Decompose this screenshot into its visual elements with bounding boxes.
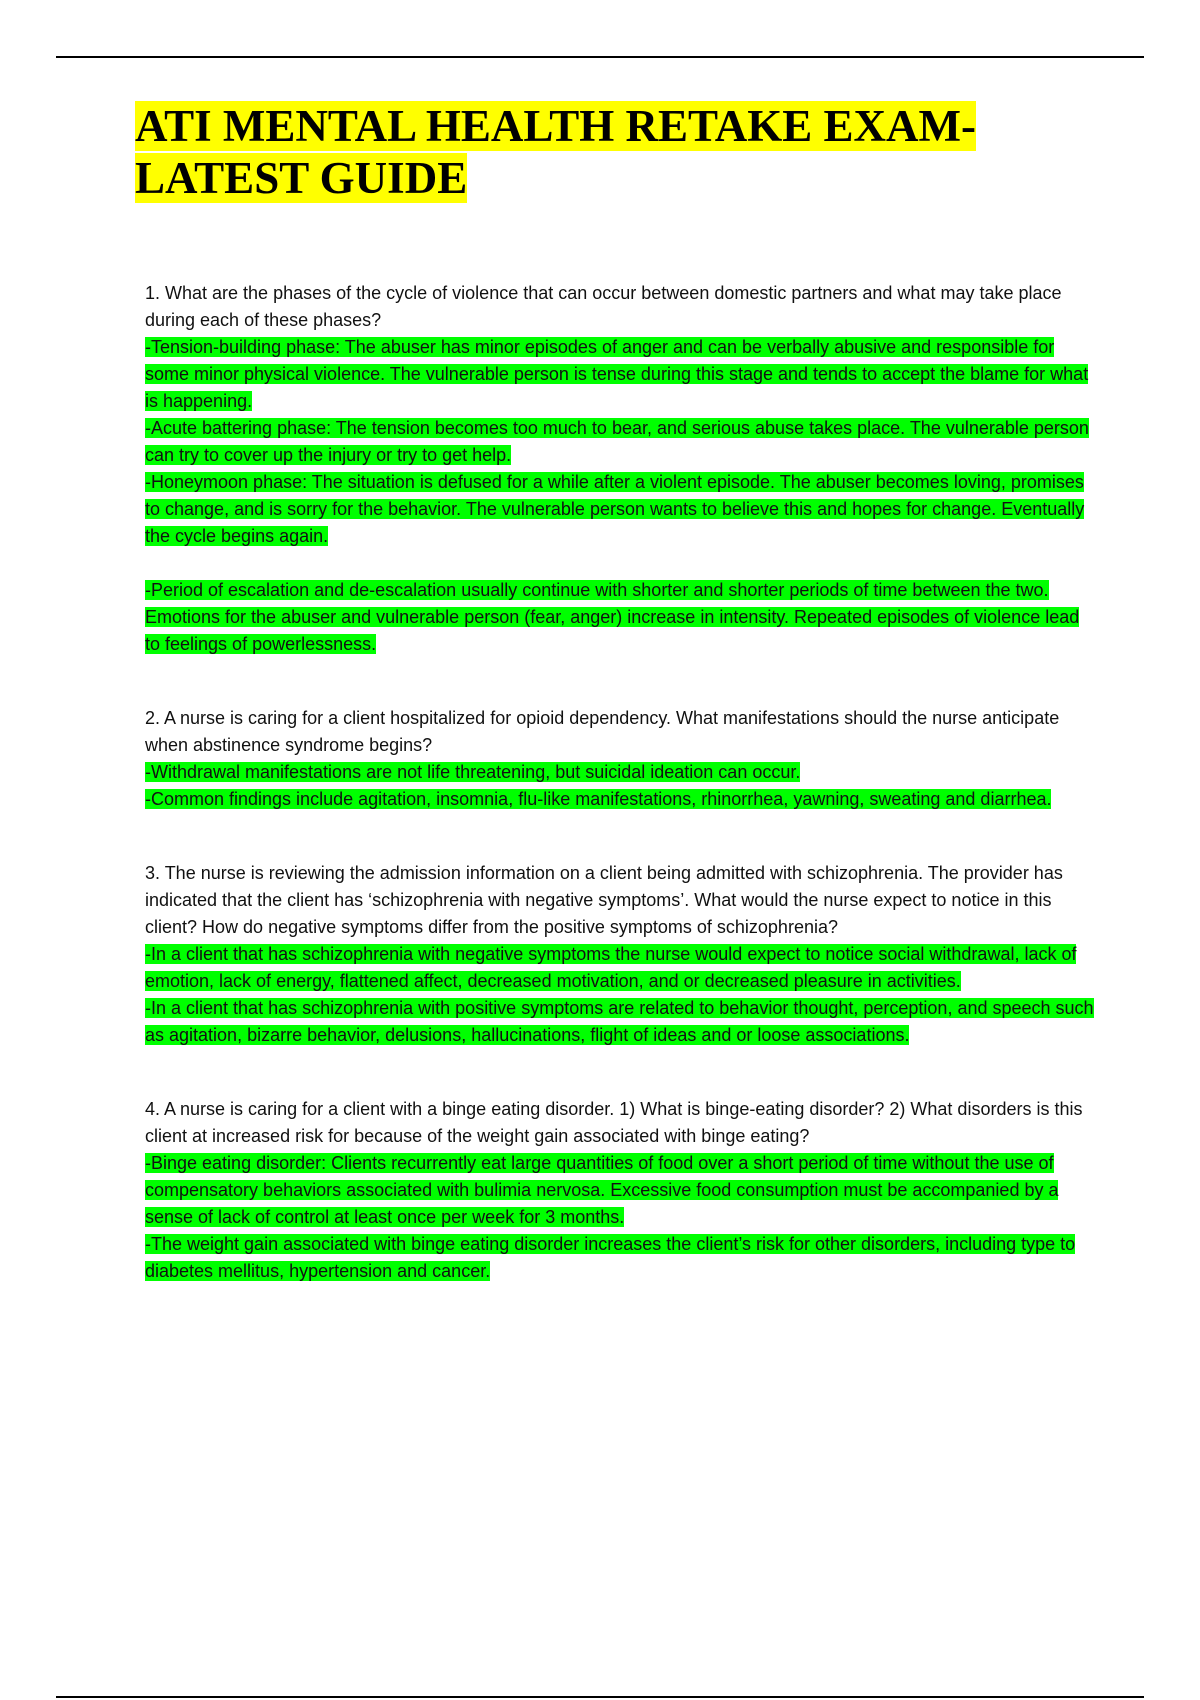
question-text: 1. What are the phases of the cycle of violence that can occur between domestic partners and what may take place during each of these phases? [145,283,1062,330]
spacer [145,1049,1095,1096]
answer-block [145,1150,1095,1285]
answer-item-extra: -Period of escalation and de-escalation usually continue with shorter and shorter periods of time between the two. Emotions for the abuser and vulnerable person (fear, anger) increase in intensity. Repeated episodes of violence lead to feelings of powerlessness. [145,580,1080,654]
question-text: 2. A nurse is caring for a client hospitalized for opioid dependency. What manifestations should the nurse anticipate when abstinence syndrome begins? [145,708,1060,755]
question-block-4 [145,1096,1095,1285]
answer-item: -Honeymoon phase: The situation is defused for a while after a violent episode. The abuser becomes loving, promises to change, and is sorry for the behavior. The vulnerable person wants to believe this and hopes for change. Eventually the cycle begins again. [145,472,1085,546]
answer-item: -In a client that has schizophrenia with positive symptoms are related to behavior thought, perception, and speech such as agitation, bizarre behavior, delusions, hallucinations, flight of ideas and or loose associations. [145,998,1094,1045]
question-block-1 [145,280,1095,658]
answer-item: -Tension-building phase: The abuser has minor episodes of anger and can be verbally abusive and responsible for some minor physical violence. The vulnerable person is tense during this stage and tends to accept the blame for what is happening. [145,337,1089,411]
answer-block [145,941,1095,1049]
answer-item: -Withdrawal manifestations are not life threatening, but suicidal ideation can occur. [145,762,801,782]
question-block-3 [145,860,1095,1049]
answer-item: -Acute battering phase: The tension becomes too much to bear, and serious abuse takes place. The vulnerable person can try to cover up the injury or try to get help. [145,418,1089,465]
spacer [145,658,1095,705]
answer-item: -Common findings include agitation, insomnia, flu-like manifestations, rhinorrhea, yawning, sweating and diarrhea. [145,789,1052,809]
answer-block [145,334,1095,550]
document-body [145,280,1095,1285]
top-rule [56,56,1144,58]
document-title: ATI MENTAL HEALTH RETAKE EXAM-LATEST GUIDE [135,101,976,203]
answer-item: -The weight gain associated with binge eating disorder increases the client’s risk for other disorders, including type to diabetes mellitus, hypertension and cancer. [145,1234,1076,1281]
answer-item: -In a client that has schizophrenia with negative symptoms the nurse would expect to notice social withdrawal, lack of emotion, lack of energy, flattened affect, decreased motivation, and or decreased pleasure in activities. [145,944,1077,991]
question-text: 3. The nurse is reviewing the admission information on a client being admitted with schizophrenia. The provider has indicated that the client has ‘schizophrenia with negative symptoms’. What would the nurse expect to notice in this client? How do negative symptoms differ from the positive symptoms of schizophrenia? [145,863,1063,937]
spacer [145,813,1095,860]
question-text: 4. A nurse is caring for a client with a binge eating disorder. 1) What is binge-eating disorder? 2) What disorders is this client at increased risk for because of the weight gain associated with binge eating? [145,1099,1083,1146]
answer-block [145,759,1095,813]
bottom-rule [56,1696,1144,1698]
question-block-2 [145,705,1095,813]
answer-item: -Binge eating disorder: Clients recurrently eat large quantities of food over a short period of time without the use of compensatory behaviors associated with bulimia nervosa. Excessive food consumption must be accompanied by a sense of lack of control at least once per week for 3 months. [145,1153,1059,1227]
spacer [145,550,1095,577]
